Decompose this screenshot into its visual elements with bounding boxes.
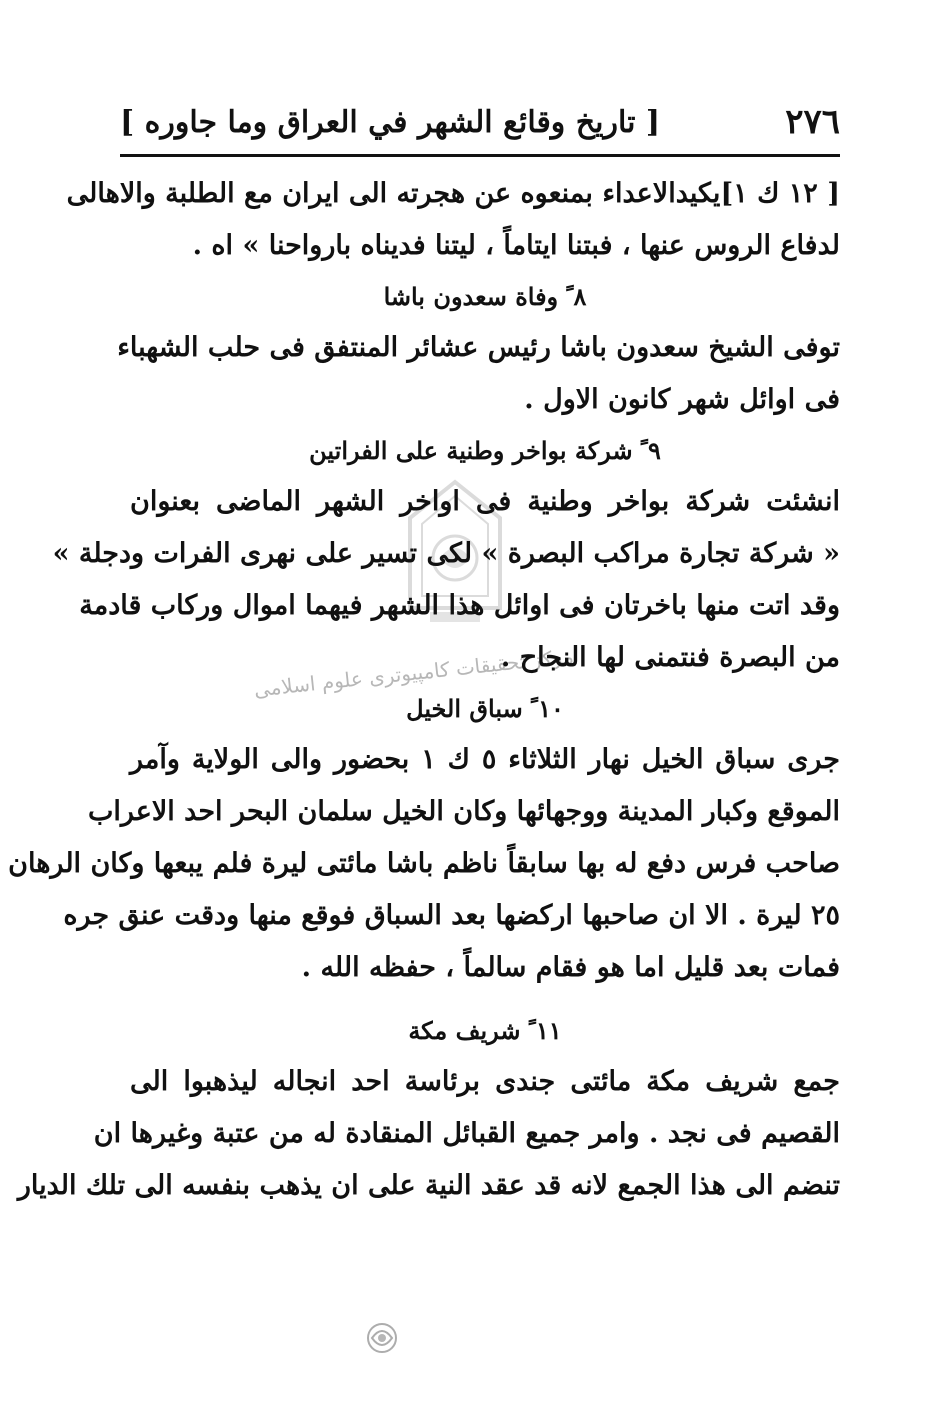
text-line: انشئت شركة بواخر وطنية فى اواخر الشهر الماضى بعنوان bbox=[130, 486, 840, 517]
spacer bbox=[130, 994, 840, 1006]
header-rule bbox=[120, 154, 840, 157]
text-line: ٢٥ ليرة . الا ان صاحبها اركضها بعد السباق فوقع منها ودقت عنق جره bbox=[63, 900, 840, 931]
text-line: تنضم الى هذا الجمع لانه قد عقد النية على ان يذهب بنفسه الى تلك الديار bbox=[17, 1170, 840, 1201]
text-line: توفى الشيخ سعدون باشا رئيس عشائر المنتفق فى حلب الشهباء bbox=[117, 332, 840, 363]
running-title: [ تاريخ وقائع الشهر في العراق وما جاوره ] bbox=[120, 104, 661, 140]
library-watermark-text: مركز تحقيقات كامپيوتری علوم اسلامی bbox=[252, 644, 575, 702]
text-line: وقد اتت منها باخرتان فى اوائل هذا الشهر فيهما اموال وركاب قادمة bbox=[79, 590, 840, 621]
section-heading-death-of-saadun: ٨ ً وفاة سعدون باشا bbox=[383, 282, 587, 311]
text-line: « شركة تجارة مراكب البصرة » لكى تسير على نهرى الفرات ودجلة » bbox=[52, 538, 840, 569]
page-number: ٢٧٦ bbox=[785, 102, 840, 142]
page-header bbox=[120, 96, 840, 148]
text-line: فى اوائل شهر كانون الاول . bbox=[524, 384, 840, 415]
body-text bbox=[8, 168, 840, 1212]
text-line: جرى سباق الخيل نهار الثلاثاء ٥ ك ١ بحضور والى الولاية وآمر bbox=[130, 744, 840, 775]
section-heading-sharif-of-mecca: ١١ ً شريف مكة bbox=[408, 1016, 562, 1045]
text-line: القصيم فى نجد . وامر جميع القبائل المنقادة له من عتبة وغيرها ان bbox=[93, 1118, 840, 1149]
text-line: صاحب فرس دفع له بها سابقاً ناظم باشا مائتى ليرة فلم يبعها وكان الرهان bbox=[8, 848, 840, 879]
text-line: لدفاع الروس عنها ، فبتنا ايتاماً ، ليتنا فديناه بارواحنا » اه . bbox=[192, 230, 840, 261]
text-line: جمع شريف مكة مائتى جندى برئاسة احد انجاله ليذهبوا الى bbox=[130, 1066, 840, 1097]
section-heading-steamship-company: ٩ ً شركة بواخر وطنية على الفراتين bbox=[309, 436, 661, 465]
text-line: فمات بعد قليل اما هو فقام سالماً ، حفظه الله . bbox=[301, 952, 840, 983]
text-line: من البصرة فنتمنى لها النجاح . bbox=[500, 642, 840, 673]
section-heading-horse-race: ١٠ ً سباق الخيل bbox=[406, 694, 564, 723]
text-line: [ ١٢ ك ١]يكيدالاعداء بمنعوه عن هجرته الى ايران مع الطلبة والاهالى bbox=[66, 178, 840, 209]
text-line: الموقع وكبار المدينة ووجهائها وكان الخيل سلمان البحر احد الاعراب bbox=[87, 796, 840, 827]
footer-ornament-icon bbox=[362, 1318, 402, 1358]
